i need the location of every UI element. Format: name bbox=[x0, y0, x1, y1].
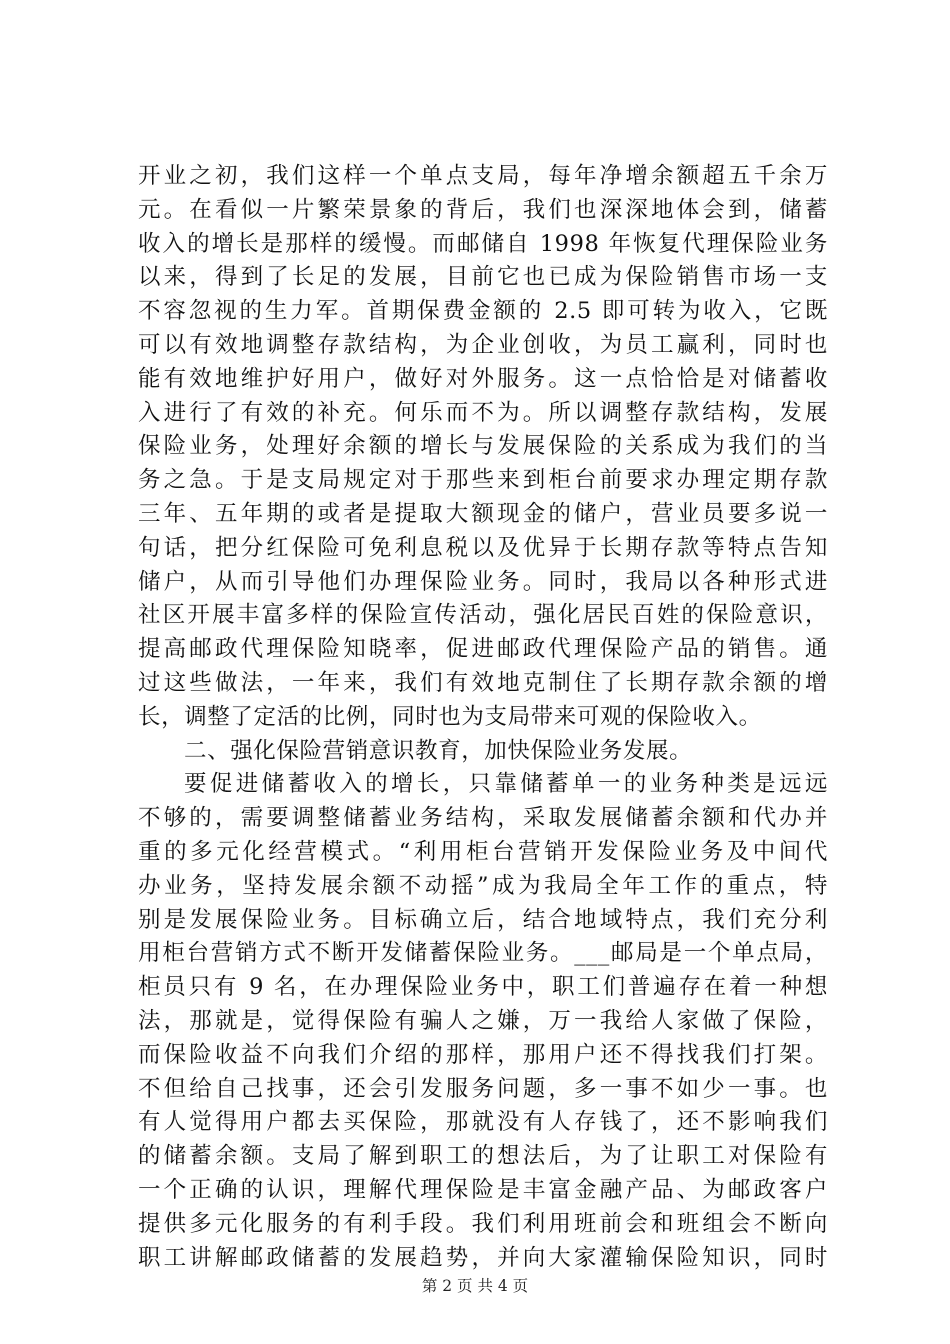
text-line: 职工讲解邮政储蓄的发展趋势，并向大家灌输保险知识，同时 bbox=[138, 1244, 828, 1271]
text-line: 元。在看似一片繁荣景象的背后，我们也深深地体会到，储蓄 bbox=[138, 196, 828, 223]
text-line: 开业之初，我们这样一个单点支局，每年净增余额超五千余万 bbox=[138, 163, 828, 189]
text-line: 以来，得到了长足的发展，目前它也已成为保险销售市场一支 bbox=[138, 264, 828, 291]
text-line: 不够的，需要调整储蓄业务结构，采取发展储蓄余额和代办并 bbox=[138, 805, 828, 832]
text-line: 不但给自己找事，还会引发服务问题，多一事不如少一事。也 bbox=[138, 1075, 828, 1102]
document-body bbox=[138, 160, 828, 1275]
text-line: 储户，从而引导他们办理保险业务。同时，我局以各种形式进 bbox=[138, 568, 828, 595]
text-line: 可以有效地调整存款结构，为企业创收，为员工赢利，同时也 bbox=[138, 331, 828, 358]
page-footer: 第 2 页 共 4 页 bbox=[421, 1277, 529, 1295]
text-line: 要促进储蓄收入的增长，只靠储蓄单一的业务种类是远远 bbox=[184, 771, 828, 798]
text-line: 能有效地维护好用户，做好对外服务。这一点恰恰是对储蓄收 bbox=[138, 365, 828, 392]
text-line: 提高邮政代理保险知晓率，促进邮政代理保险产品的销售。通 bbox=[138, 636, 828, 663]
text-line: 一个正确的认识，理解代理保险是丰富金融产品、为邮政客户 bbox=[138, 1176, 828, 1203]
text-line: 有人觉得用户都去买保险，那就没有人存钱了，还不影响我们 bbox=[138, 1109, 828, 1136]
section-heading: 二、强化保险营销意识教育，加快保险业务发展。 bbox=[184, 737, 693, 764]
text-line: 社区开展丰富多样的保险宣传活动，强化居民百姓的保险意识， bbox=[138, 602, 828, 629]
text-line: 收入的增长是那样的缓慢。而邮储自 1998 年恢复代理保险业务 bbox=[138, 230, 828, 257]
text-line: 别是发展保险业务。目标确立后，结合地域特点，我们充分利 bbox=[138, 906, 828, 933]
text-line: 入进行了有效的补充。何乐而不为。所以调整存款结构，发展 bbox=[138, 399, 828, 426]
text-line: 不容忽视的生力军。首期保费金额的 2.5 即可转为收入，它既 bbox=[138, 298, 828, 325]
text-line: 用柜台营销方式不断开发储蓄保险业务。___邮局是一个单点局， bbox=[138, 940, 828, 967]
text-line: 长，调整了定活的比例，同时也为支局带来可观的保险收入。 bbox=[138, 703, 762, 730]
text-line: 法，那就是，觉得保险有骗人之嫌，万一我给人家做了保险， bbox=[138, 1007, 828, 1034]
text-line: 重的多元化经营模式。“利用柜台营销开发保险业务及中间代 bbox=[138, 838, 828, 865]
text-line: 柜员只有 9 名，在办理保险业务中，职工们普遍存在着一种想 bbox=[138, 974, 828, 1001]
text-line: 句话，把分红保险可免利息税以及优异于长期存款等特点告知 bbox=[138, 534, 828, 561]
text-line: 三年、五年期的或者是提取大额现金的储户，营业员要多说一 bbox=[138, 500, 828, 527]
text-line: 过这些做法，一年来，我们有效地克制住了长期存款余额的增 bbox=[138, 669, 828, 696]
text-line: 保险业务，处理好余额的增长与发展保险的关系成为我们的当 bbox=[138, 433, 828, 460]
text-line: 办业务，坚持发展余额不动摇”成为我局全年工作的重点，特 bbox=[138, 872, 828, 899]
text-line: 提供多元化服务的有利手段。我们利用班前会和班组会不断向 bbox=[138, 1210, 828, 1237]
text-line: 而保险收益不向我们介绍的那样，那用户还不得找我们打架。 bbox=[138, 1041, 828, 1068]
text-line: 的储蓄余额。支局了解到职工的想法后，为了让职工对保险有 bbox=[138, 1143, 828, 1170]
text-line: 务之急。于是支局规定对于那些来到柜台前要求办理定期存款 bbox=[138, 467, 828, 494]
